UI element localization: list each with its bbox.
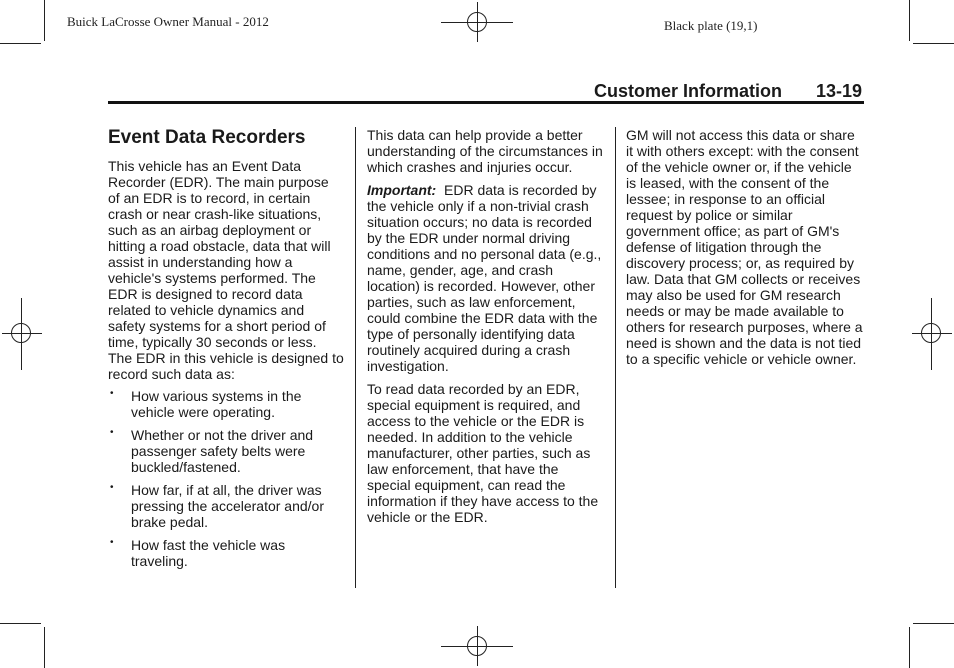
- list-item: [108, 537, 344, 569]
- list-item: [108, 482, 344, 530]
- header-rule: [108, 101, 864, 104]
- list-item-text: How various systems in the vehicle were operating.: [131, 388, 302, 420]
- bullet-glyph: •: [110, 388, 114, 399]
- manual-title: Buick LaCrosse Owner Manual - 2012: [67, 14, 269, 29]
- list-item-text: Whether or not the driver and passenger safety belts were buckled/fastened.: [131, 427, 314, 475]
- intro-paragraph: This vehicle has an Event Data Recorder (EDR). The main purpose of an EDR is to record, in certain crash or near crash-like situations, such as an airbag deployment or hitting a road obstacle, data that will assist in understanding how a vehicle's systems performed. The EDR is designed to record data related to vehicle dynamics and safety systems for a short period of time, typically 30 seconds or less. The EDR in this vehicle is designed to record such data as:: [108, 158, 344, 382]
- column-3: [626, 127, 864, 374]
- column-divider-left: [355, 127, 356, 588]
- page-heading: Event Data Recorders: [108, 127, 306, 148]
- crop-mark-top-right-vertical: [909, 0, 910, 41]
- crop-mark-top-right-horizontal: [913, 43, 954, 44]
- crop-mark-top-left-horizontal: [0, 43, 41, 44]
- recorded-data-list: [108, 388, 344, 569]
- list-item: [108, 388, 344, 420]
- important-label: Important:: [367, 182, 437, 198]
- bullet-glyph: •: [110, 482, 114, 493]
- crop-mark-bottom-left-horizontal: [0, 623, 41, 624]
- list-item-text: How far, if at all, the driver was pressing the accelerator and/or brake pedal.: [131, 482, 324, 530]
- important-paragraph: [367, 182, 605, 374]
- crop-mark-bottom-left-vertical: [44, 627, 45, 668]
- list-item: [108, 427, 344, 475]
- bullet-glyph: •: [110, 427, 114, 438]
- column-divider-right: [615, 127, 616, 588]
- column-1: [108, 127, 344, 576]
- understanding-paragraph: This data can help provide a better understanding of the circumstances in which crashes and injuries occur.: [367, 127, 603, 175]
- gm-access-paragraph: GM will not access this data or share it with others except: with the consent of the vehicle owner or, if the vehicle is leased, with the consent of the lessee; in response to an official request by police or similar government office; as part of GM's defense of litigation through the discovery process; or, as required by law. Data that GM collects or receives may also be used for GM research needs or may be made available to others for research purposes, where a need is shown and the data is not tied to a specific vehicle or vehicle owner.: [626, 127, 863, 367]
- important-text: EDR data is recorded by the vehicle only if a non-trivial crash situation occurs; no data is recorded by the EDR under normal driving conditions and no personal data (e.g., name, gender, age, and crash location) is recorded. However, other parties, such as law enforcement, could combine the EDR data with the type of personally identifying data routinely acquired during a crash investigation.: [367, 182, 602, 374]
- crop-mark-top-left-vertical: [44, 0, 45, 41]
- crop-mark-bottom-right-vertical: [909, 627, 910, 668]
- plate-label: Black plate (19,1): [664, 18, 758, 33]
- bullet-glyph: •: [110, 537, 114, 548]
- crop-mark-bottom-right-horizontal: [913, 623, 954, 624]
- list-item-text: How fast the vehicle was traveling.: [131, 537, 286, 569]
- column-2: [367, 127, 605, 532]
- special-equipment-paragraph: To read data recorded by an EDR, special equipment is required, and access to the vehicle or the EDR is needed. In addition to the vehicle manufacturer, other parties, such as law enforcement, that have the special equipment, can read the information if they have access to the vehicle or the EDR.: [367, 381, 599, 525]
- page-number: 13-19: [816, 81, 863, 101]
- section-title: Customer Information: [594, 81, 783, 101]
